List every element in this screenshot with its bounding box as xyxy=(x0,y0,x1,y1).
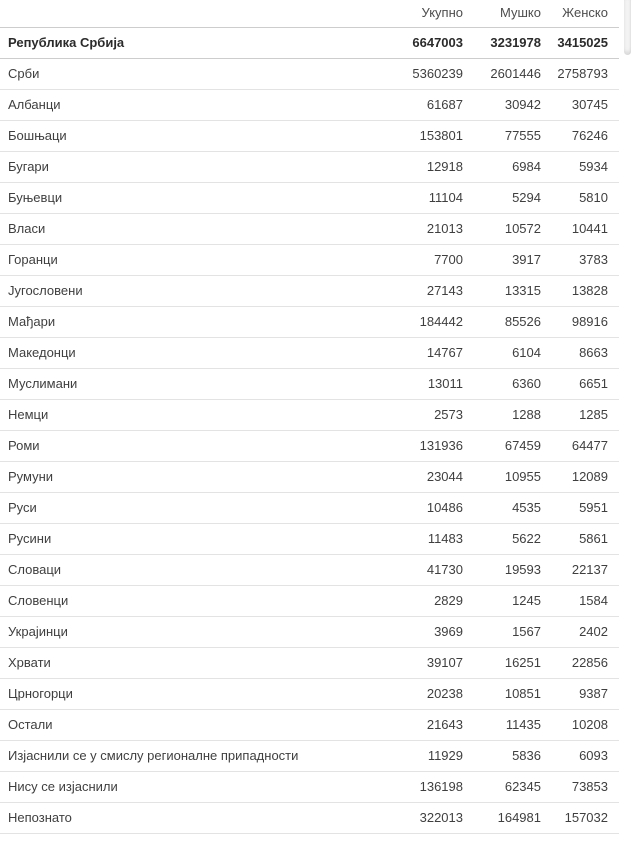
table-row xyxy=(0,431,619,462)
row-value: 10955 xyxy=(504,469,541,484)
row-value: 6093 xyxy=(579,748,608,763)
row-value: 30942 xyxy=(504,97,541,112)
row-value: 27143 xyxy=(426,283,463,298)
row-value: 164981 xyxy=(497,810,541,825)
table-row xyxy=(0,772,619,803)
table-row xyxy=(0,741,619,772)
row-value: 1584 xyxy=(579,593,608,608)
row-value: 6651 xyxy=(579,376,608,391)
header-cell-male: Мушко xyxy=(500,5,541,20)
header-cell-female: Женско xyxy=(562,5,608,20)
row-value: 9387 xyxy=(579,686,608,701)
table-row xyxy=(0,679,619,710)
row-value: 2573 xyxy=(434,407,463,422)
row-value: 136198 xyxy=(419,779,463,794)
row-label: Власи xyxy=(8,221,46,236)
row-value: 22137 xyxy=(571,562,608,577)
row-value: 41730 xyxy=(426,562,463,577)
row-value: 153801 xyxy=(419,128,463,143)
row-value: 2601446 xyxy=(490,66,541,81)
table-header xyxy=(0,0,619,28)
vertical-scrollbar-thumb[interactable] xyxy=(624,0,631,55)
row-label: Украјинци xyxy=(8,624,68,639)
row-value: 85526 xyxy=(504,314,541,329)
row-value: 157032 xyxy=(564,810,608,825)
row-label: Срби xyxy=(8,66,40,81)
row-label: Хрвати xyxy=(8,655,51,670)
row-value: 5360239 xyxy=(412,66,463,81)
row-value: 5836 xyxy=(512,748,541,763)
row-value: 10851 xyxy=(504,686,541,701)
row-label: Нису се изјаснили xyxy=(8,779,118,794)
total-row-value: 3415025 xyxy=(557,35,608,50)
table-row xyxy=(0,152,619,183)
row-value: 4535 xyxy=(512,500,541,515)
total-row xyxy=(0,28,619,59)
row-value: 11483 xyxy=(427,531,463,546)
total-row-value: 3231978 xyxy=(490,35,541,50)
row-value: 13828 xyxy=(571,283,608,298)
table-row xyxy=(0,803,619,834)
row-value: 21643 xyxy=(426,717,463,732)
row-value: 3969 xyxy=(434,624,463,639)
row-value: 184442 xyxy=(419,314,463,329)
table-row xyxy=(0,307,619,338)
row-value: 16251 xyxy=(504,655,541,670)
table-row xyxy=(0,462,619,493)
table-row xyxy=(0,338,619,369)
row-value: 6984 xyxy=(512,159,541,174)
row-label: Словаци xyxy=(8,562,62,577)
row-value: 1245 xyxy=(512,593,541,608)
header-cell-total: Укупно xyxy=(421,5,463,20)
row-label: Југословени xyxy=(8,283,83,298)
row-value: 77555 xyxy=(504,128,541,143)
row-value: 2829 xyxy=(434,593,463,608)
table-body xyxy=(0,28,619,834)
row-value: 10208 xyxy=(571,717,608,732)
total-row-value: 6647003 xyxy=(412,35,463,50)
row-value: 13315 xyxy=(504,283,541,298)
row-value: 12918 xyxy=(426,159,463,174)
row-value: 6104 xyxy=(512,345,541,360)
total-row-label: Република Србија xyxy=(8,35,125,50)
table-row xyxy=(0,121,619,152)
row-label: Остали xyxy=(8,717,53,732)
header-cell-empty xyxy=(0,0,385,28)
table-row xyxy=(0,710,619,741)
table-row xyxy=(0,493,619,524)
row-value: 5810 xyxy=(579,190,608,205)
row-value: 61687 xyxy=(426,97,463,112)
row-value: 3917 xyxy=(512,252,541,267)
row-value: 73853 xyxy=(571,779,608,794)
row-value: 30745 xyxy=(571,97,608,112)
row-label: Муслимани xyxy=(8,376,78,391)
row-value: 98916 xyxy=(571,314,608,329)
table-row xyxy=(0,555,619,586)
row-value: 1567 xyxy=(512,624,541,639)
row-label: Руси xyxy=(8,500,37,515)
row-label: Буњевци xyxy=(8,190,63,205)
row-label: Бошњаци xyxy=(8,128,67,143)
row-value: 131936 xyxy=(419,438,463,453)
row-value: 12089 xyxy=(571,469,608,484)
row-value: 8663 xyxy=(579,345,608,360)
row-value: 5622 xyxy=(512,531,541,546)
row-value: 3783 xyxy=(579,252,608,267)
row-value: 21013 xyxy=(426,221,463,236)
row-value: 10572 xyxy=(504,221,541,236)
row-value: 22856 xyxy=(571,655,608,670)
row-value: 13011 xyxy=(427,376,463,391)
row-value: 5294 xyxy=(512,190,541,205)
row-value: 10486 xyxy=(426,500,463,515)
table-row xyxy=(0,400,619,431)
row-value: 5951 xyxy=(579,500,608,515)
row-value: 23044 xyxy=(426,469,463,484)
row-value: 11104 xyxy=(428,190,463,205)
row-value: 2758793 xyxy=(557,66,608,81)
row-label: Непознато xyxy=(8,810,72,825)
row-label: Румуни xyxy=(8,469,54,484)
row-label: Горанци xyxy=(8,252,58,267)
row-value: 11929 xyxy=(427,748,463,763)
row-value: 14767 xyxy=(426,345,463,360)
row-value: 39107 xyxy=(426,655,463,670)
row-value: 2402 xyxy=(579,624,608,639)
table-row xyxy=(0,524,619,555)
table-row xyxy=(0,183,619,214)
row-label: Словенци xyxy=(8,593,69,608)
table-row xyxy=(0,214,619,245)
row-value: 7700 xyxy=(434,252,463,267)
row-label: Немци xyxy=(8,407,49,422)
row-value: 19593 xyxy=(504,562,541,577)
row-label: Албанци xyxy=(8,97,61,112)
row-value: 1285 xyxy=(579,407,608,422)
table-row xyxy=(0,59,619,90)
table-row xyxy=(0,586,619,617)
row-value: 76246 xyxy=(571,128,608,143)
table-row xyxy=(0,276,619,307)
row-value: 322013 xyxy=(419,810,463,825)
row-value: 64477 xyxy=(571,438,608,453)
row-value: 1288 xyxy=(512,407,541,422)
row-label: Македонци xyxy=(8,345,76,360)
row-value: 67459 xyxy=(504,438,541,453)
row-value: 20238 xyxy=(426,686,463,701)
row-label: Роми xyxy=(8,438,40,453)
row-label: Изјаснили се у смислу регионалне припадности xyxy=(8,748,299,763)
row-value: 10441 xyxy=(571,221,608,236)
row-value: 5861 xyxy=(579,531,608,546)
row-label: Русини xyxy=(8,531,52,546)
table-row xyxy=(0,90,619,121)
table-row xyxy=(0,369,619,400)
row-value: 11435 xyxy=(505,717,541,732)
table-row xyxy=(0,648,619,679)
table-row xyxy=(0,617,619,648)
row-label: Бугари xyxy=(8,159,49,174)
row-value: 5934 xyxy=(579,159,608,174)
row-value: 62345 xyxy=(504,779,541,794)
header-row xyxy=(0,0,619,28)
row-label: Мађари xyxy=(8,314,56,329)
row-label: Црногорци xyxy=(8,686,73,701)
table-row xyxy=(0,245,619,276)
row-value: 6360 xyxy=(512,376,541,391)
